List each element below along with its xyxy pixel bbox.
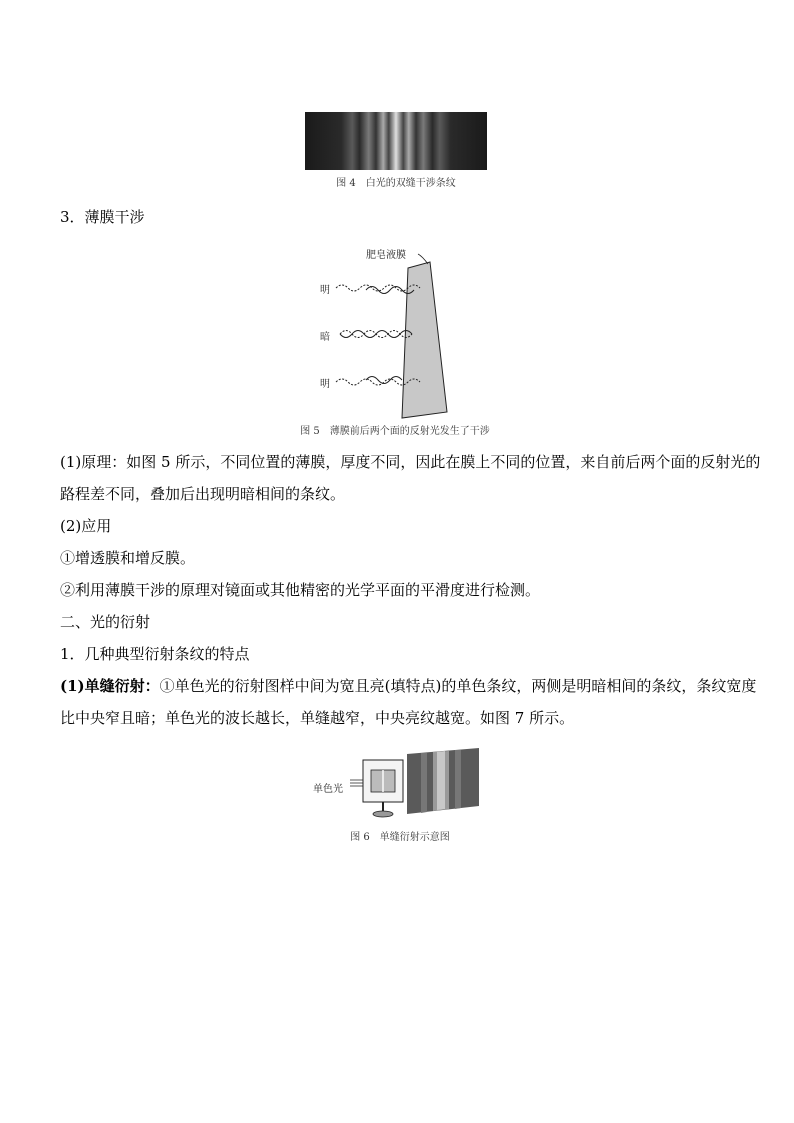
soap-film-shape <box>402 262 447 418</box>
fig5-caption: 图 5 薄膜前后两个面的反射光发生了干涉 <box>300 426 490 437</box>
section3-heading: 3．薄膜干涉 <box>60 208 145 226</box>
fig5-bright-label-top: 明 <box>320 285 330 296</box>
application-item1: ①增透膜和增反膜。 <box>60 549 196 567</box>
fig5-film-label: 肥皂液膜 <box>366 250 406 261</box>
application-heading: (2)应用 <box>60 517 112 535</box>
fig5-bright-label-bottom: 明 <box>320 379 330 390</box>
fig4-caption: 图 4 白光的双缝干涉条纹 <box>336 178 456 189</box>
principle-line2: 路程差不同，叠加后出现明暗相间的条纹。 <box>60 485 346 503</box>
single-slit-prefix: (1)单缝衍射： <box>60 677 160 695</box>
fig6-caption: 图 6 单缝衍射示意图 <box>350 832 450 843</box>
single-slit-line1-text: ①单色光的衍射图样中间为宽且亮(填特点)的单色条纹，两侧是明暗相间的条纹，条纹宽度 <box>159 677 757 695</box>
fig5-dark-label: 暗 <box>320 332 330 343</box>
fig4-image <box>305 112 487 170</box>
application-item2: ②利用薄膜干涉的原理对镜面或其他精密的光学平面的平滑度进行检测。 <box>60 581 541 599</box>
fig6-diagram <box>345 748 485 820</box>
subsection1-heading: 1．几种典型衍射条纹的特点 <box>60 645 250 663</box>
diffraction-heading: 二、光的衍射 <box>60 613 151 631</box>
single-slit-line2: 比中央窄且暗；单色光的波长越长，单缝越窄，中央亮纹越宽。如图 7 所示。 <box>60 709 575 727</box>
fig6-light-label: 单色光 <box>313 784 343 795</box>
single-slit-line1 <box>60 676 756 696</box>
principle-line1: (1)原理：如图 5 所示，不同位置的薄膜，厚度不同，因此在膜上不同的位置，来自前后两个面的反射光的 <box>60 453 761 471</box>
fig5-diagram <box>310 240 490 420</box>
